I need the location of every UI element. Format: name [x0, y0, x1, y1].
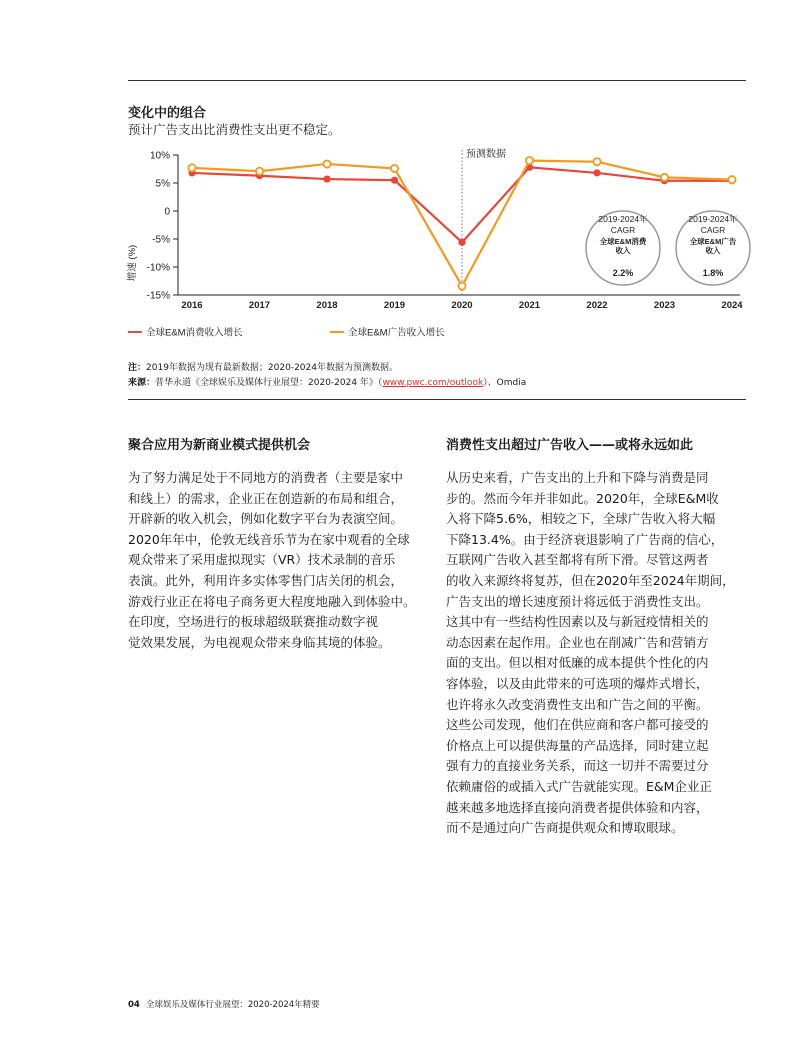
x-tick-label: 2020: [451, 300, 473, 311]
x-tick-label: 2023: [653, 300, 676, 311]
left-column-body: [128, 468, 428, 653]
page-number: 04: [128, 1000, 140, 1010]
x-tick-label: 2017: [248, 300, 271, 311]
paragraph-line: 开辟新的收入机会，例如化数字平台为表演空间。: [128, 511, 404, 527]
paragraph-line: 下降13.4%。由于经济衰退影响了广告商的信心，: [446, 531, 724, 547]
advertising-data-point: [593, 158, 600, 165]
x-tick-label: 2019: [383, 300, 406, 311]
paragraph-line: 这其中有一些结构性因素以及与新冠疫情相关的: [446, 614, 709, 630]
paragraph-line: 容体验，以及由此带来的可选项的爆炸式增长，: [446, 675, 709, 691]
paragraph-line: 入将下降5.6%，相较之下，全球广告收入将大幅: [446, 511, 716, 527]
paragraph-line: 也许将永久改变消费性支出和广告之间的平衡。: [446, 696, 709, 712]
forecast-annotation: 预测数据: [466, 149, 506, 160]
source-label: 来源：: [128, 378, 156, 388]
top-rule: [128, 80, 746, 81]
paragraph-line: 游戏行业正在将电子商务更大程度地融入到体验中。: [128, 593, 416, 609]
paragraph-line: 动态因素在起作用。企业也在削减广告和营销方: [446, 634, 709, 650]
x-tick-label: 2018: [316, 300, 338, 311]
paragraph-line: 表演。此外，利用许多实体零售门店关闭的机会，: [128, 572, 404, 588]
x-tick-label: 2021: [518, 300, 541, 311]
paragraph-line: 2020年年中，伦敦无线音乐节为在家中观看的全球: [128, 531, 410, 547]
paragraph-line: 互联网广告收入甚至都将有所下滑。尽管这两者: [446, 552, 709, 568]
paragraph-line: 强有力的直接业务关系，而这一切并不需要过分: [446, 758, 709, 774]
paragraph-line: 从历史来看，广告支出的上升和下降与消费是同: [446, 470, 709, 485]
y-axis-label: 增速 (%): [127, 244, 138, 282]
right-column-body: [446, 468, 746, 839]
cagr-label-line: 收入: [615, 246, 631, 255]
advertising-data-point: [661, 174, 668, 181]
cagr-label-line: 收入: [705, 246, 721, 255]
consumer-data-point: [593, 169, 600, 176]
chart-note: [128, 360, 398, 373]
page-footer: [128, 998, 320, 1010]
left-column-title: 聚合应用为新商业模式提供机会: [128, 438, 311, 453]
cagr-value: 2.2%: [612, 268, 634, 278]
advertising-data-point: [323, 160, 330, 167]
legend-label: 全球E&M消费收入增长: [146, 327, 243, 339]
source-text: 普华永道《全球娱乐及媒体行业展望：2020-2024 年》（: [155, 378, 383, 388]
x-tick-label: 2022: [586, 300, 608, 311]
section-subtitle: 预计广告支出比消费性支出更不稳定。: [128, 122, 341, 137]
legend-label: 全球E&M广告收入增长: [348, 327, 445, 339]
consumer-data-point: [391, 177, 398, 184]
cagr-label-line: CAGR: [610, 225, 636, 235]
section-title: 变化中的组合: [128, 106, 207, 121]
advertising-data-point: [188, 164, 195, 171]
advertising-data-point: [526, 157, 533, 164]
paragraph-line: 和线上）的需求，企业正在创造新的布局和组合，: [128, 490, 404, 506]
paragraph-line: 步的。然而今年并非如此。2020年，全球E&M收: [446, 490, 719, 506]
chart-source: [128, 375, 526, 388]
cagr-label-line: 全球E&M广告: [689, 237, 737, 246]
y-tick-label: -5%: [152, 234, 170, 246]
advertising-data-point: [391, 165, 398, 172]
y-tick-label: -15%: [146, 290, 170, 302]
paragraph-line: 的收入来源终将复苏，但在2020年至2024年期间，: [446, 572, 735, 588]
right-column-title: 消费性支出超过广告收入——或将永远如此: [446, 438, 694, 453]
paragraph-line: 价格点上可以提供海量的产品选择，同时建立起: [446, 737, 709, 753]
y-tick-label: -10%: [146, 262, 170, 274]
cagr-label-line: CAGR: [700, 225, 726, 235]
y-tick-label: 0: [164, 206, 170, 218]
paragraph-line: 觉效果发展，为电视观众带来身临其境的体验。: [128, 634, 391, 650]
note-text: 2019年数据为现有最新数据；2020-2024年数据为预测数据。: [146, 363, 398, 373]
paragraph-line: 而不是通过向广告商提供观众和博取眼球。: [446, 820, 684, 836]
paragraph-line: 观众带来了采用虚拟现实（VR）技术录制的音乐: [128, 552, 396, 568]
advertising-data-point: [256, 168, 263, 175]
y-tick-label: 10%: [149, 150, 170, 162]
cagr-value: 1.8%: [702, 268, 724, 278]
advertising-data-point: [728, 176, 735, 183]
cagr-label-line: 全球E&M消费: [599, 237, 647, 246]
source-link[interactable]: www.pwc.com/outlook: [382, 378, 484, 388]
footer-text: 全球娱乐及媒体行业展望：2020-2024年精要: [145, 1000, 320, 1010]
y-tick-label: 5%: [155, 178, 170, 190]
x-tick-label: 2024: [721, 300, 743, 311]
paragraph-line: 这些公司发现，他们在供应商和客户都可接受的: [446, 717, 709, 733]
paragraph-line: 为了努力满足处于不同地方的消费者（主要是家中: [128, 470, 404, 485]
consumer-data-point: [458, 239, 465, 246]
note-label: 注：: [128, 363, 147, 373]
paragraph-line: 依赖庸俗的或插入式广告就能实现。E&M企业正: [446, 778, 712, 794]
source-tail: ）、Omdia: [483, 378, 527, 388]
x-tick-label: 2016: [181, 300, 203, 311]
paragraph-line: 面的支出。但以相对低廉的成本提供个性化的内: [446, 655, 709, 671]
advertising-data-point: [458, 282, 465, 289]
cagr-label-line: 2019-2024年: [688, 214, 738, 224]
consumer-data-point: [323, 175, 330, 182]
paragraph-line: 在印度，空场进行的板球超级联赛推动数字视: [128, 614, 379, 630]
paragraph-line: 广告支出的增长速度预计将远低于消费性支出。: [446, 593, 709, 609]
cagr-label-line: 2019-2024年: [598, 214, 648, 224]
line-chart: [108, 140, 758, 350]
paragraph-line: 越来越多地选择直接向消费者提供体验和内容，: [446, 799, 709, 815]
mid-rule: [128, 399, 746, 400]
